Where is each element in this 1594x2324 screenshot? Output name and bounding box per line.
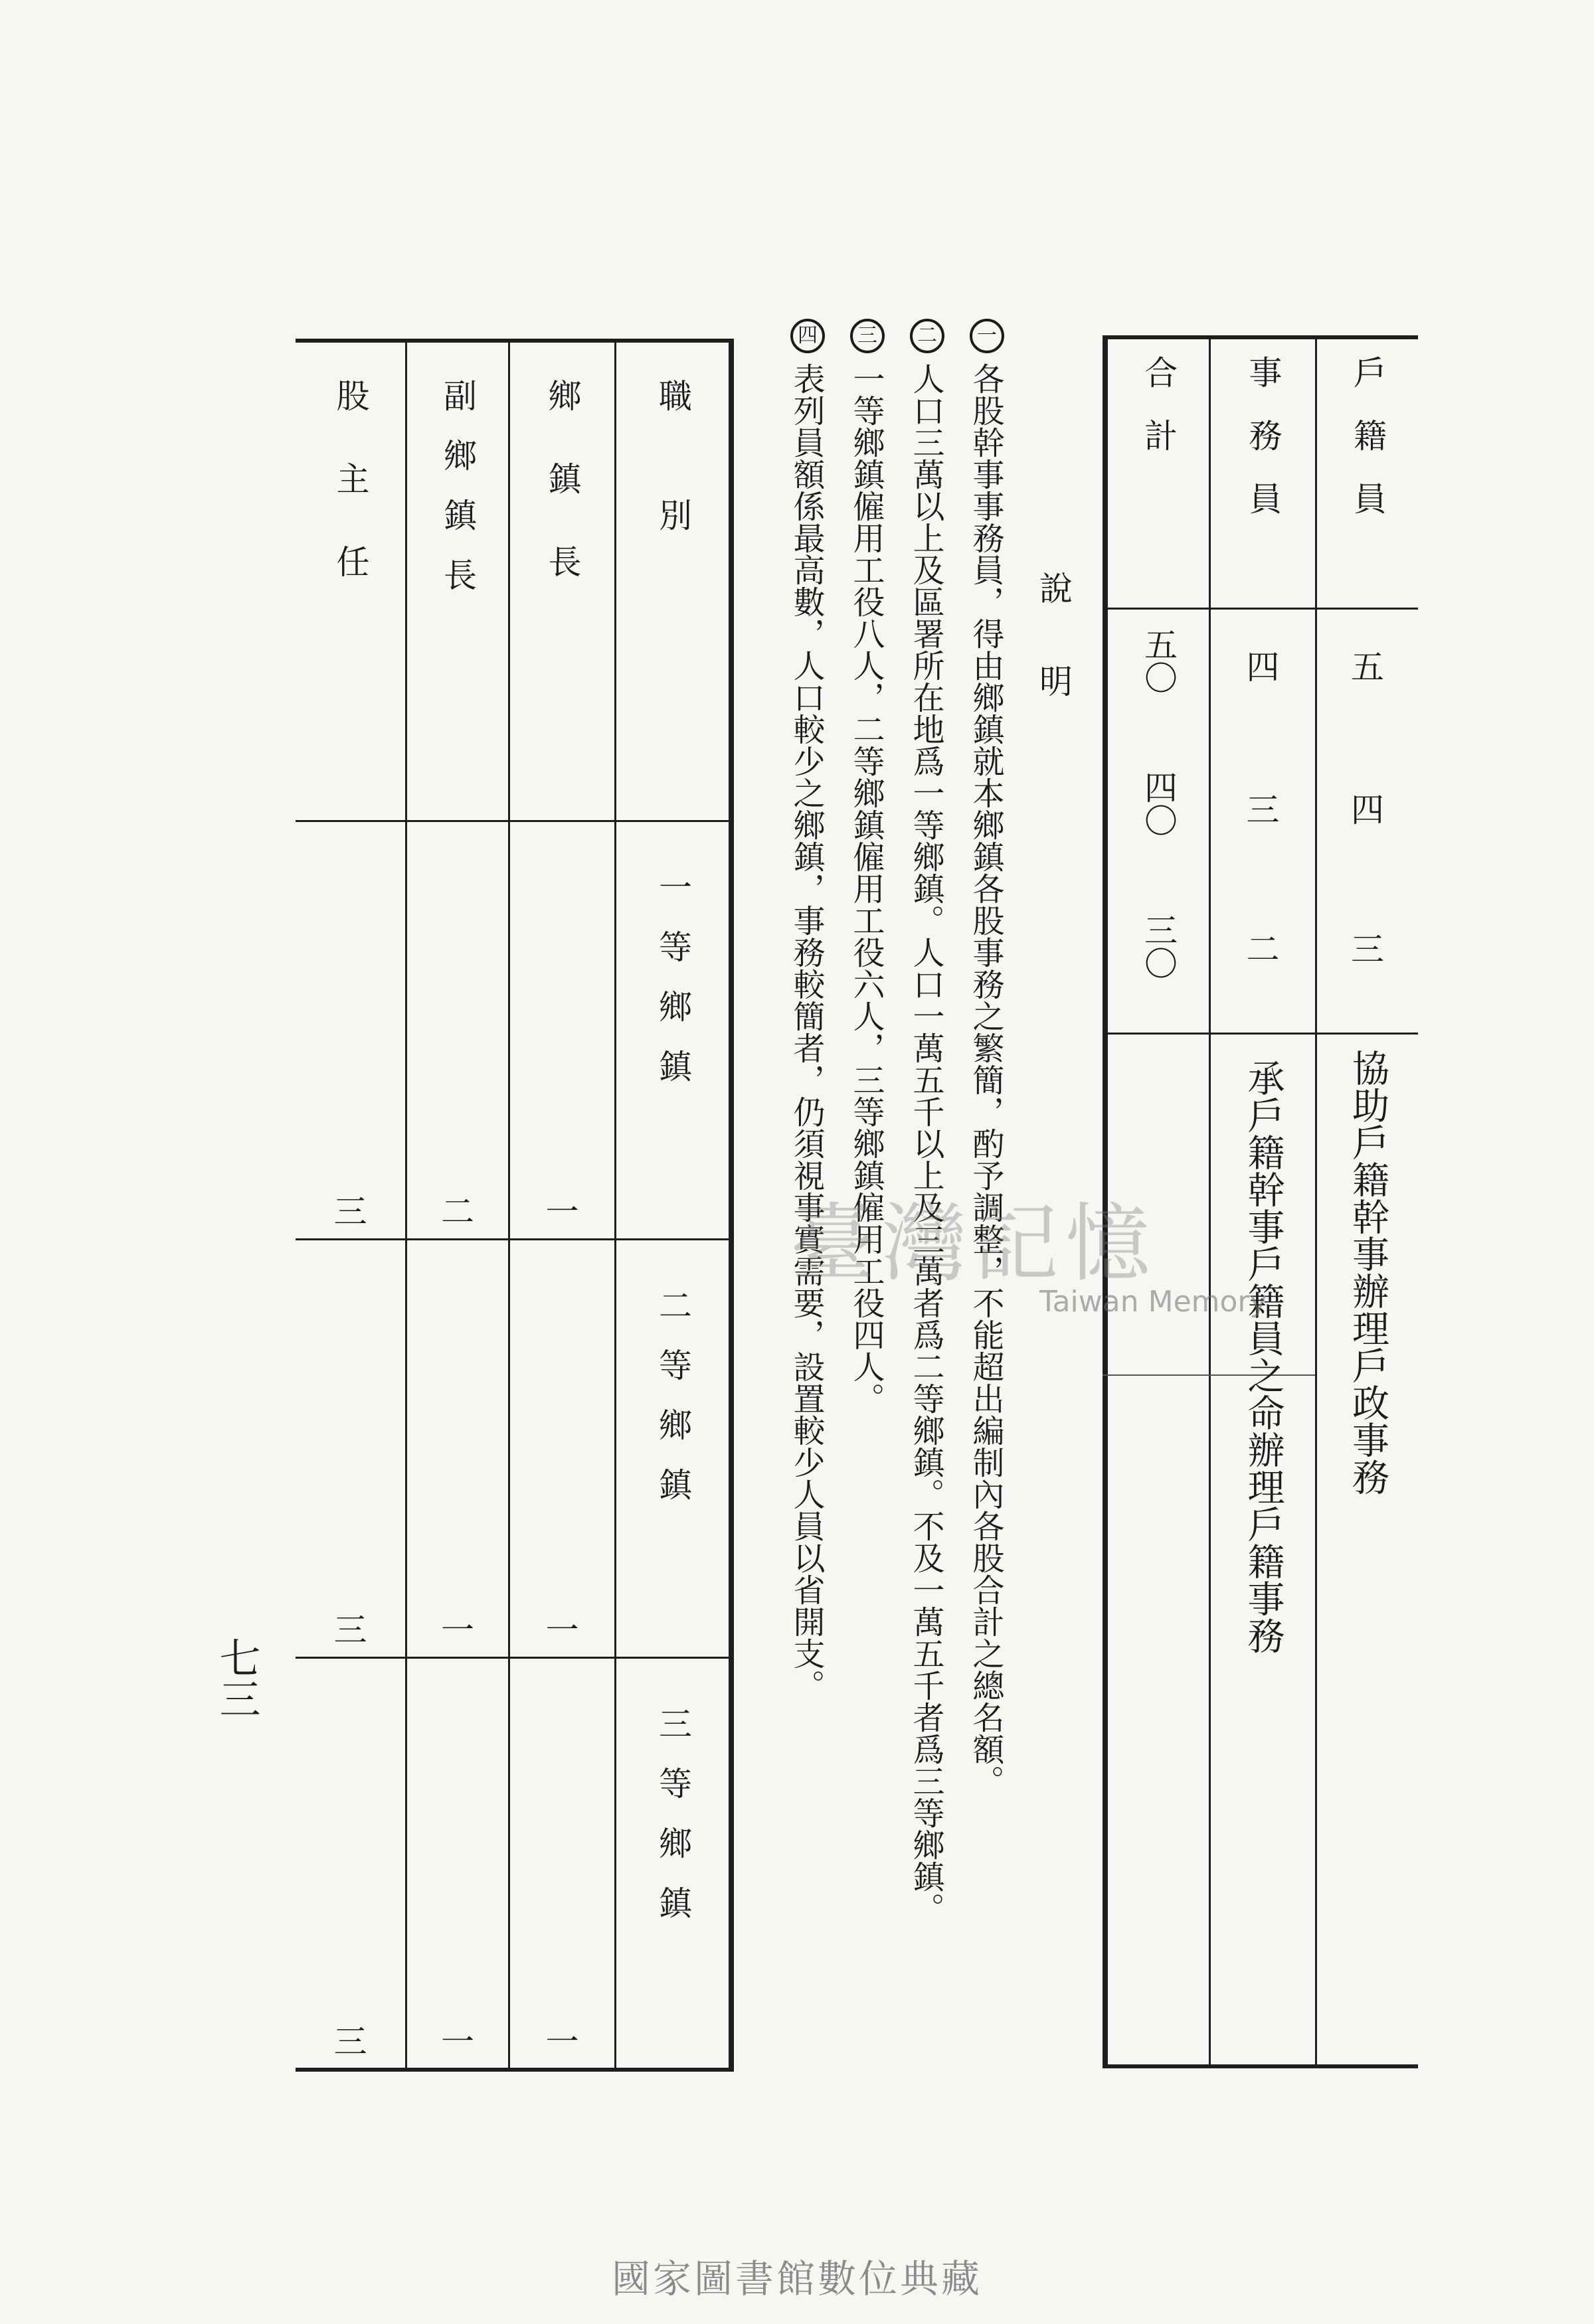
note-text-4: 表列員額係最高數，人口較少之鄉鎮，事務較簡者，仍須視事實需要，設置較少人員以省開支。: [788, 363, 825, 1701]
footer-collection: 國家圖書館數位典藏: [611, 2256, 982, 2301]
staff-value-1-2: 四: [1351, 791, 1384, 829]
staff-value-2-1: 四: [1246, 648, 1280, 687]
staff-value-3-1: 五〇: [1139, 627, 1178, 694]
staff-value-3-3: 三〇: [1139, 913, 1178, 979]
row-title-1: 鄉鎮長: [543, 378, 582, 627]
grade-header-1: 一等鄉鎮: [654, 870, 692, 1109]
note-marker-2: 二: [910, 319, 944, 353]
row-1-value-3: 一: [545, 2023, 579, 2061]
notes-heading: 說明: [1034, 571, 1073, 757]
row-3-value-1: 三: [333, 1193, 367, 1231]
staff-note-2: 承戶籍幹事戶籍員之命辦理戶籍事務: [1241, 1059, 1285, 1654]
grade-header-2: 二等鄉鎮: [654, 1288, 692, 1527]
notes-section: [751, 319, 1096, 1924]
staff-header-3: 合計: [1139, 355, 1178, 481]
staff-value-1-3: 三: [1351, 930, 1384, 969]
note-marker-3: 三: [850, 319, 885, 353]
watermark-subtitle: Taiwan Memory: [1039, 1285, 1267, 1319]
staff-header-2: 事務員: [1243, 355, 1283, 544]
grade-table: [296, 339, 734, 2072]
note-marker-1: 一: [970, 319, 1004, 353]
grade-header-3: 三等鄉鎮: [654, 1706, 692, 1946]
staff-value-1-1: 五: [1351, 648, 1384, 687]
row-2-value-2: 一: [441, 1611, 474, 1649]
staff-note-1: 協助戶籍幹事辦理戶政事務: [1346, 1049, 1389, 1495]
row-1-value-1: 一: [545, 1193, 579, 1231]
staff-value-2-3: 二: [1246, 930, 1280, 969]
staff-value-2-2: 三: [1246, 791, 1280, 829]
row-3-value-3: 三: [333, 2023, 367, 2061]
note-text-3: 一等鄉鎮僱用工役八人，二等鄉鎮僱用工役六人，三等鄉鎮僱用工役四人。: [847, 363, 885, 1414]
row-1-value-2: 一: [545, 1611, 579, 1649]
row-2-value-1: 二: [441, 1193, 474, 1231]
page-number: 七三: [213, 1637, 261, 1719]
row-2-value-3: 一: [441, 2023, 474, 2061]
watermark-logo: 臺灣記憶: [790, 1195, 1158, 1293]
note-text-1: 各股幹事事務員，得由鄉鎮就本鄉鎮各股事務之繁簡，酌予調整，不能超出編制內各股合計之總名額。: [967, 363, 1004, 1797]
staff-header-1: 戶籍員: [1348, 355, 1387, 544]
row-title-2: 副鄉鎮長: [438, 378, 477, 618]
row-3-value-2: 三: [333, 1611, 367, 1649]
note-marker-4: 四: [790, 319, 825, 353]
row-title-3: 股主任: [331, 378, 370, 627]
staff-value-3-2: 四〇: [1139, 770, 1178, 837]
note-text-2: 人口三萬以上及區署所在地爲一等鄉鎮。人口一萬五千以上及三萬者爲二等鄉鎮。不及一萬五千者爲三等鄉鎮。: [907, 363, 944, 1924]
grade-header-label: 職別: [654, 378, 692, 618]
